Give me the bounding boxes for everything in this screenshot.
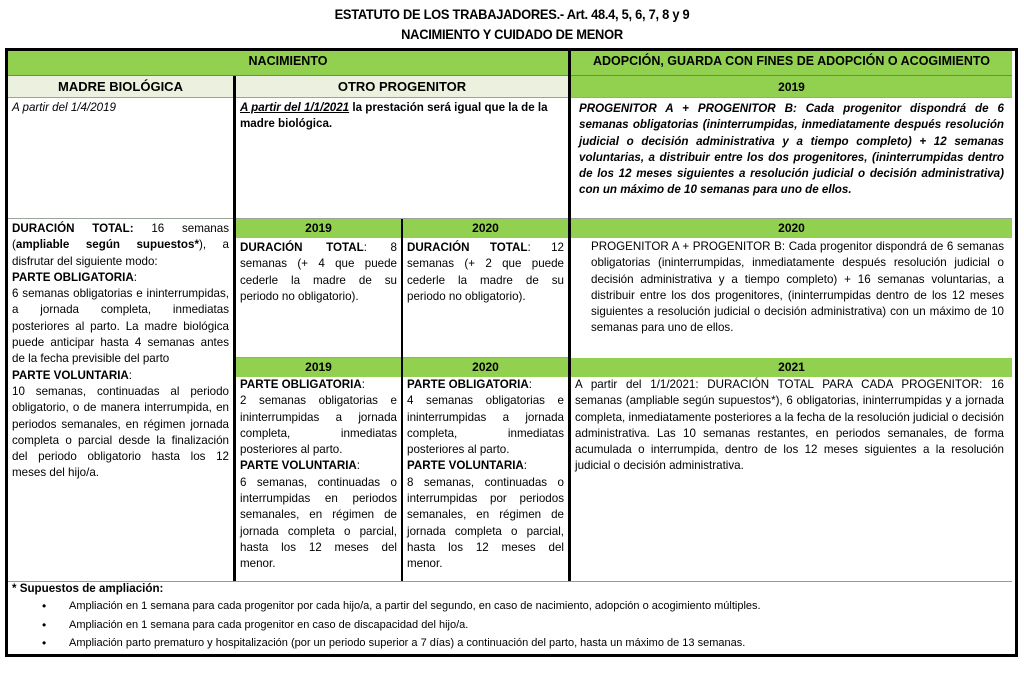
duracion-text: 12 semanas (+ 2 que puede cederle la madre de su periodo no obligatorio). [407,241,564,303]
document-subtitle: NACIMIENTO Y CUIDADO DE MENOR [401,26,623,42]
colon: : [363,241,367,254]
header-otro-progenitor-label: OTRO PROGENITOR [337,79,467,94]
footnote-item: • Ampliación parto prematuro y hospitalización (por un periodo superior a 7 días) a continuación del parto, hasta un máximo de 13 semanas. [69,634,1012,651]
otro-partes-2019 [236,377,401,581]
parte-obligatoria-text: 2 semanas obligatorias e ininterrumpidas a jornada completa, inmediatas posteriores al parto. [240,394,397,457]
parte-obligatoria-label: PARTE OBLIGATORIA [12,270,134,284]
column-divider [568,51,571,581]
colon: : [133,270,137,284]
column-divider [401,219,403,581]
duracion-text: 8 semanas (+ 4 que puede cederle la madre de su periodo no obligatorio). [240,241,398,303]
otro-partes-2020 [403,377,568,581]
adopcion-2021-text [571,377,1012,581]
parte-voluntaria-label: PARTE VOLUNTARIA [12,368,129,382]
header-adopcion-label: ADOPCIÓN, GUARDA CON FINES DE ADOPCIÓN O ACOGIMIENTO [592,54,990,68]
duracion-label: DURACIÓN TOTAL: [12,222,134,235]
otro-partes-2019-header [236,358,401,377]
adopcion-2021-body: A partir del 1/1/2021: DURACIÓN TOTAL PARA CADA PROGENITOR: 16 semanas (ampliable según supuestos*), 6 obligatorias, ininterrumpidas y a jornada completa, inmediatamente posteriores a la fecha de la resolución judicial o decisión administrativa. Las 10 semanas restantes, en periodos semanales, de forma acumulada o interrumpida, dentro de los 12 meses siguientes a la resolución judicial o decisión administrativa. [575,378,1004,473]
year-label: 2020 [472,221,499,235]
header-madre-biologica-label: MADRE BIOLÓGICA [58,79,183,94]
colon: : [361,378,365,391]
year-label: 2020 [778,221,805,235]
madre-fecha [8,98,233,218]
otro-duracion-2019 [236,238,401,357]
colon: : [523,459,528,473]
madre-fecha-text: A partir del 1/4/2019 [12,101,116,114]
footnote [8,582,1012,651]
duracion-value: 16 semanas ( [12,222,229,252]
otro-progenitor-fecha-text: la prestación será igual que la de la madre biológica. [240,101,548,131]
header-nacimiento [8,51,568,75]
footnote-item: • Ampliación en 1 semana para cada progenitor en caso de discapacidad del hijo/a. [69,616,1012,635]
adopcion-2019-body: PROGENITOR A + PROGENITOR B: Cada progenitor dispondrá de 6 semanas obligatorias (ininterrumpidas, inmediatamente después resolución judicial o decisión administrativa y a tiempo completo) + 12 semanas voluntarias, a distribuir entre los dos progenitores, (ininterrumpidas dentro de los 12 meses siguientes a resolución judicial o decisión administrativa) con un máximo de 10 semanas para uno de ellos. [579,102,1004,197]
otro-duracion-2020 [403,238,568,357]
colon: : [527,241,531,254]
header-madre-biologica [8,76,233,97]
madre-duracion [8,219,233,581]
header-adopcion-2020 [571,219,1012,238]
otro-progenitor-fecha [236,98,568,218]
header-adopcion-2021 [571,358,1012,377]
parte-voluntaria-label: PARTE VOLUNTARIA [240,459,357,473]
adopcion-2020-body: PROGENITOR A + PROGENITOR B: Cada progenitor dispondrá de 6 semanas obligatorias (ininterrumpidas, inmediatamente después resolución judicial o decisión administrativa y a tiempo completo) + 16 semanas voluntarias, a distribuir entre los dos progenitores, (ininterrumpidas dentro de los 12 meses siguientes a resolución judicial o decisión administrativa) con un máximo de 10 semanas para uno de ellos. [591,240,1004,335]
colon: : [128,368,133,382]
parte-obligatoria-text: 4 semanas obligatorias e ininterrumpidas a jornada completa, inmediatas posteriores al parto. [407,394,564,457]
parte-voluntaria-text: 6 semanas, continuadas o interrumpidas en periodos semanales, en régimen de jornada completa o parcial, hasta los 12 meses del menor. [240,475,397,571]
duracion-label: DURACIÓN TOTAL [407,241,528,254]
otro-progenitor-fecha-date: A partir del 1/1/2021 [240,101,350,114]
parte-obligatoria-label: PARTE OBLIGATORIA [407,378,529,391]
duracion-label: DURACIÓN TOTAL [240,241,364,254]
footnote-list [12,597,1012,651]
ampliable-text: ampliable según supuestos* [15,238,199,252]
colon: : [356,459,361,473]
year-label: 2021 [778,360,805,374]
header-otro-progenitor [236,76,568,97]
document-title: ESTATUTO DE LOS TRABAJADORES.- Art. 48.4, 5, 6, 7, 8 y 9 [334,6,690,22]
colon: : [528,378,532,391]
adopcion-2019-text [571,98,1012,218]
parte-voluntaria-text: 10 semanas, continuadas al periodo obligatorio, o de manera interrumpida, en periodos semanales, en régimen jornada completa o parcial desde la finalización del periodo obligatorio hasta los 12 meses del hijo/a. [12,384,229,480]
year-label: 2019 [305,360,332,374]
footnote-title: * Supuestos de ampliación: [12,582,164,595]
footnote-item: • Ampliación en 1 semana para cada progenitor por cada hijo/a, a partir del segundo, en caso de nacimiento, adopción o acogimiento múltiples. [69,597,1012,616]
year-label: 2019 [778,80,805,94]
parte-obligatoria-text: 6 semanas obligatorias e ininterrumpidas, a jornada completa, inmediatas posteriores al parto. La madre biológica puede anticipar hasta 4 semanas antes de la fecha previsible del parto [12,287,229,366]
year-label: 2019 [305,221,332,235]
adopcion-2020-text [571,238,1012,357]
header-adopcion-2019 [571,76,1012,97]
year-label: 2020 [472,360,499,374]
parte-voluntaria-label: PARTE VOLUNTARIA [407,459,524,473]
otro-partes-2020-header [403,358,568,377]
otro-duracion-2020-header [403,219,568,238]
header-adopcion [571,51,1012,75]
header-nacimiento-label: NACIMIENTO [248,54,328,68]
column-divider [233,76,236,581]
otro-duracion-2019-header [236,219,401,238]
parte-voluntaria-text: 8 semanas, continuadas o interrumpidas por periodos semanales, en régimen de jornada completa o parcial, hasta los 12 meses del menor. [407,475,564,571]
parte-obligatoria-label: PARTE OBLIGATORIA [240,378,362,391]
duracion-tail: ), a disfrutar del siguiente modo: [12,238,229,268]
